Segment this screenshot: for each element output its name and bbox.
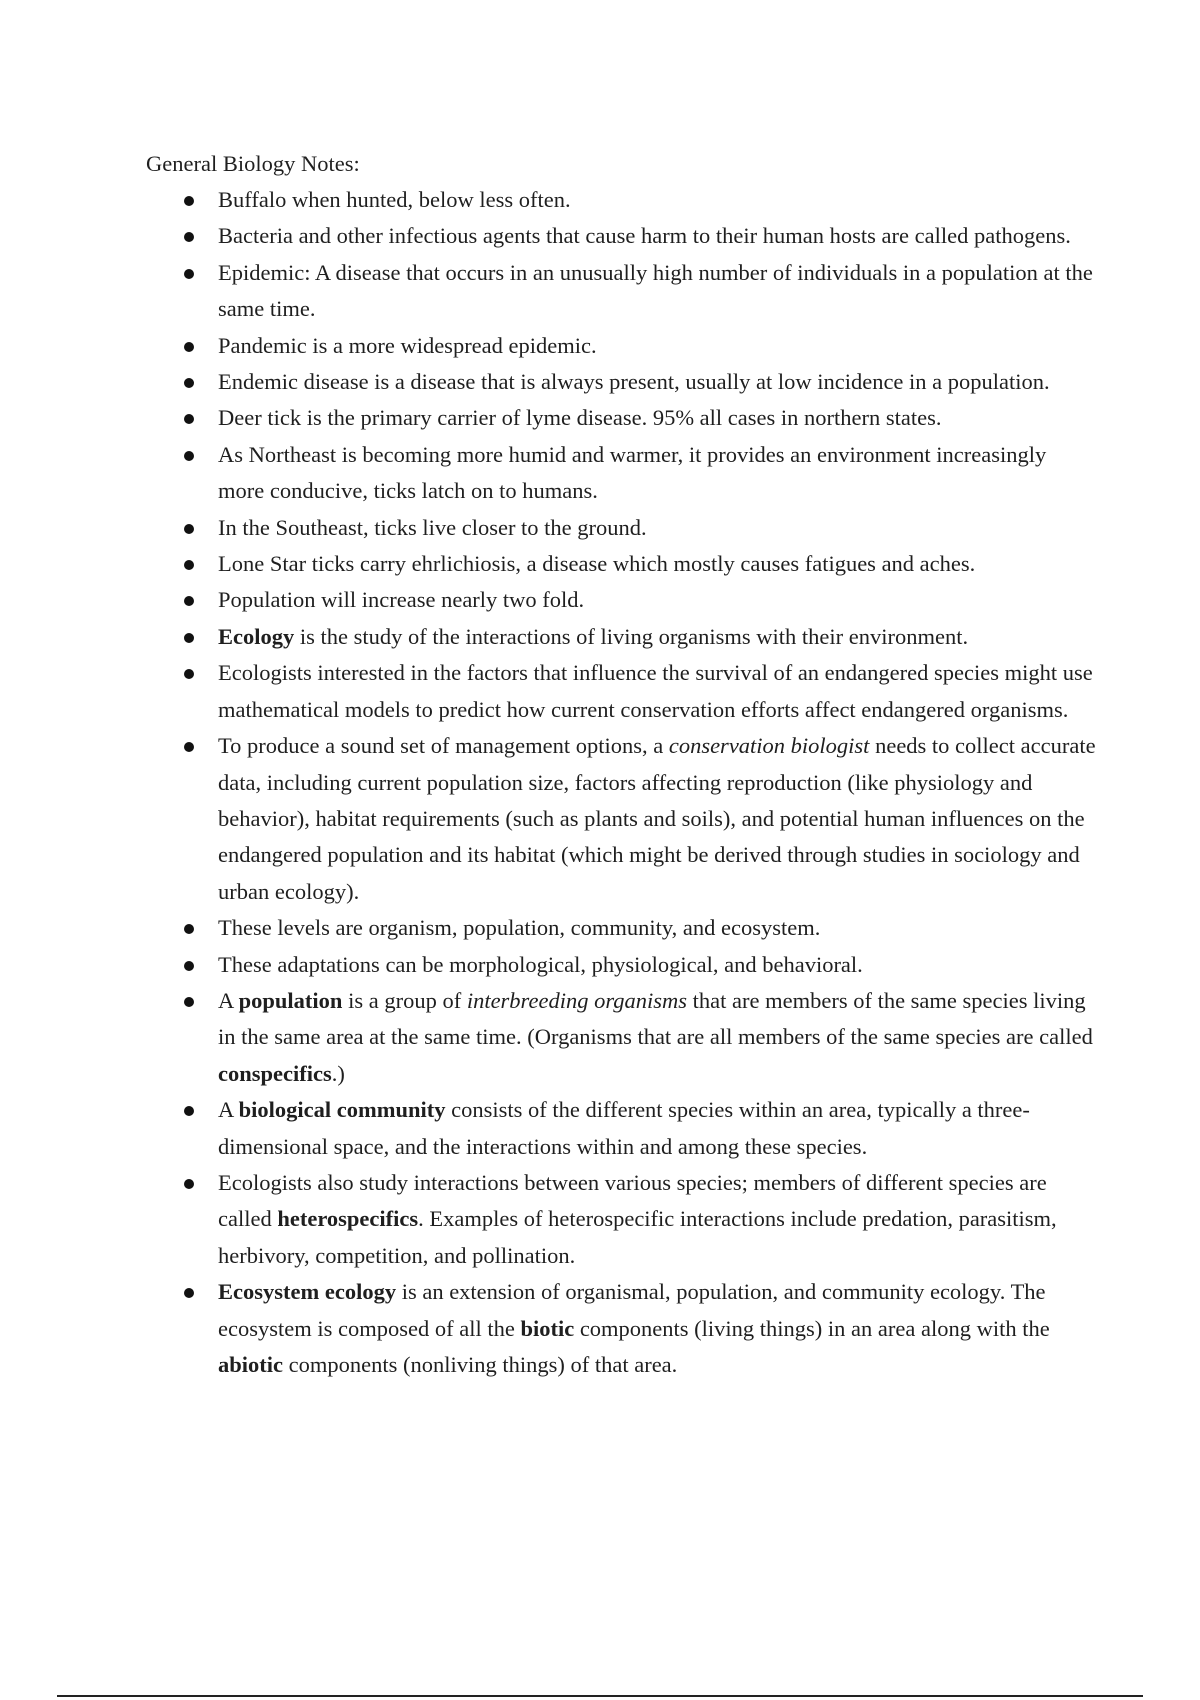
bold-term: Ecosystem ecology <box>218 1279 397 1305</box>
bullet-dot-icon <box>184 596 194 606</box>
bullet-dot-icon <box>184 1106 194 1116</box>
list-item <box>146 400 1096 436</box>
bold-term: conspecifics <box>218 1060 332 1086</box>
note-text: is the study of the interactions of living organisms with their environment. <box>294 623 969 649</box>
note-text: is a group of <box>342 987 467 1013</box>
list-item <box>146 510 1096 546</box>
list-item <box>146 1092 1096 1165</box>
bullet-dot-icon <box>184 924 194 934</box>
note-text: In the Southeast, ticks live closer to the ground. <box>218 514 647 540</box>
page-title: General Biology Notes: <box>146 151 360 176</box>
note-text: . Examples of heterospecific interactions include predation, parasitism, herbivory, competition, and pollination. <box>218 1206 1057 1268</box>
note-text: Bacteria and other infectious agents that cause harm to their human hosts are called pathogens. <box>218 223 1071 249</box>
note-text: needs to collect accurate data, including current population size, factors affecting reproduction (like physiology and behavior), habitat requirements (such as plants and soils), and potential human influences on the endangered population and its habitat (which might be derived through studies in sociology and urban ecology). <box>218 733 1096 904</box>
bullet-dot-icon <box>184 378 194 388</box>
note-text: Lone Star ticks carry ehrlichiosis, a disease which mostly causes fatigues and aches. <box>218 551 976 577</box>
list-item <box>146 364 1096 400</box>
list-item <box>146 655 1096 728</box>
italic-term: interbreeding organisms <box>466 987 688 1013</box>
footer-divider <box>57 1695 1143 1697</box>
bullet-dot-icon <box>184 961 194 971</box>
bullet-dot-icon <box>184 342 194 352</box>
bullet-dot-icon <box>184 524 194 534</box>
bullet-dot-icon <box>184 451 194 461</box>
note-text: Ecologists also study interactions between various species; members of different species are called <box>218 1169 1047 1232</box>
list-item <box>146 546 1096 582</box>
bold-term: Ecology <box>218 623 295 649</box>
note-text: Ecologists interested in the factors that influence the survival of an endangered species might use mathematical models to predict how current conservation efforts affect endangered organisms. <box>218 660 1093 722</box>
note-text: As Northeast is becoming more humid and warmer, it provides an environment increasingly more conducive, ticks latch on to humans. <box>218 441 1047 504</box>
bullet-dot-icon <box>184 1179 194 1189</box>
note-text: Endemic disease is a disease that is always present, usually at low incidence in a population. <box>218 369 1050 395</box>
list-item <box>146 1165 1096 1274</box>
note-text: Buffalo when hunted, below less often. <box>218 187 571 212</box>
list-item <box>146 218 1096 254</box>
bullet-dot-icon <box>184 1288 194 1298</box>
bullet-dot-icon <box>184 669 194 679</box>
note-text: A <box>218 987 239 1013</box>
note-text: These levels are organism, population, community, and ecosystem. <box>218 915 821 941</box>
list-item <box>146 582 1096 618</box>
bullet-dot-icon <box>184 560 194 570</box>
notes-list <box>146 182 1096 1383</box>
list-item <box>146 619 1096 655</box>
bold-term: abiotic <box>218 1352 283 1377</box>
list-item <box>146 182 1096 218</box>
note-text: A <box>218 1097 239 1123</box>
bold-term: biological community <box>238 1097 446 1123</box>
note-text: Epidemic: A disease that occurs in an unusually high number of individuals in a population at the same time. <box>218 259 1093 322</box>
note-text: .) <box>331 1060 345 1086</box>
note-text: components (nonliving things) of that area. <box>283 1352 678 1377</box>
bold-term: heterospecifics <box>277 1206 419 1232</box>
note-text: To produce a sound set of management options, a <box>218 733 669 759</box>
bullet-dot-icon <box>184 633 194 643</box>
bullet-dot-icon <box>184 196 194 206</box>
bullet-dot-icon <box>184 269 194 279</box>
note-text: Population will increase nearly two fold. <box>218 587 585 613</box>
bullet-dot-icon <box>184 414 194 424</box>
note-text: is an extension of organismal, population, and community ecology. The ecosystem is composed of all the <box>218 1279 1046 1341</box>
note-text: Pandemic is a more widespread epidemic. <box>218 332 597 358</box>
italic-term: conservation biologist <box>668 733 870 759</box>
bullet-dot-icon <box>184 742 194 752</box>
note-text: These adaptations can be morphological, physiological, and behavioral. <box>218 951 863 977</box>
list-item <box>146 910 1096 946</box>
note-text: Deer tick is the primary carrier of lyme disease. 95% all cases in northern states. <box>218 405 942 431</box>
list-item <box>146 983 1096 1092</box>
list-item <box>146 437 1096 510</box>
list-item <box>146 947 1096 983</box>
bullet-dot-icon <box>184 997 194 1007</box>
note-text: consists of the different species within an area, typically a three-dimensional space, and the interactions within and among these species. <box>218 1097 1030 1159</box>
bold-term: population <box>238 987 343 1013</box>
note-text: components (living things) in an area along with the <box>574 1315 1050 1341</box>
list-item <box>146 728 1096 910</box>
list-item <box>146 1274 1096 1383</box>
note-text: that are members of the same species living in the same area at the same time. (Organisms that are all members of the same species are called <box>218 987 1093 1050</box>
bold-term: biotic <box>520 1315 575 1341</box>
list-item <box>146 328 1096 364</box>
list-item <box>146 255 1096 328</box>
bullet-dot-icon <box>184 232 194 242</box>
